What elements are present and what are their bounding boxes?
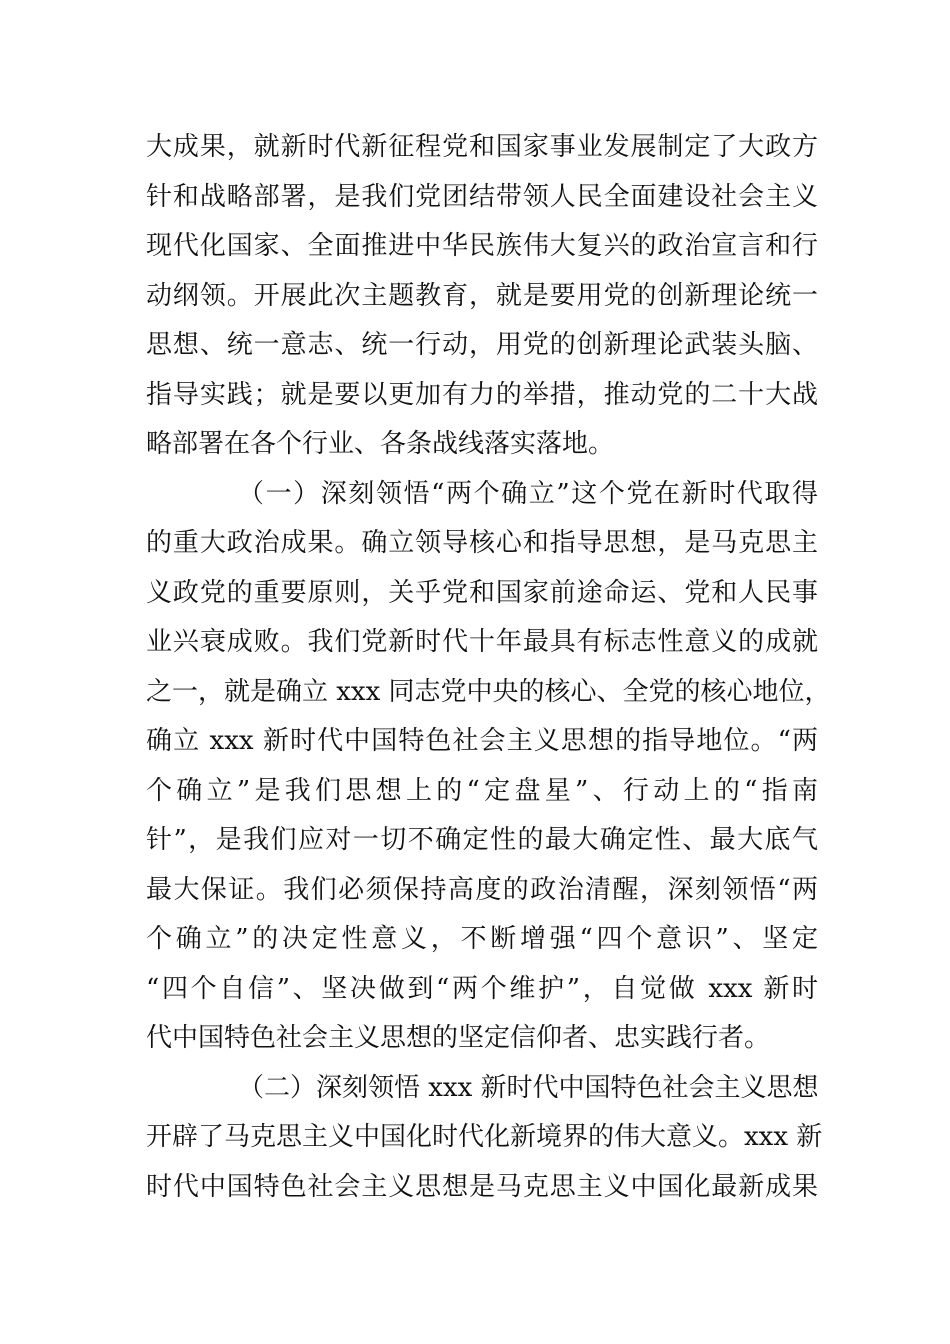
- text-line: 最大保证。我们必须保持高度的政治清醒，深刻领悟“两: [146, 874, 818, 905]
- body-text: [146, 123, 831, 1212]
- text-line: 确立 xxx 新时代中国特色社会主义思想的指导地位。“两: [146, 726, 818, 756]
- text-line: 针”，是我们应对一切不确定性的最大确定性、最大底气: [146, 825, 818, 855]
- text-line: 之一，就是确立 xxx 同志党中央的核心、全党的核心地位，: [146, 676, 831, 707]
- section-heading-2: （二）深刻领悟 xxx 新时代中国特色社会主义思想: [238, 1072, 819, 1103]
- text-line: 义政党的重要原则，关乎党和国家前途命运、党和人民事: [146, 577, 818, 608]
- text-line: 略部署在各个行业、各条战线落实落地。: [146, 429, 615, 459]
- text-line: 个确立”的决定性意义，不断增强“四个意识”、坚定: [146, 924, 818, 954]
- text-line: 业兴衰成败。我们党新时代十年最具有标志性意义的成就: [146, 627, 818, 657]
- text-line: “四个自信”、坚决做到“两个维护”，自觉做 xxx 新时: [146, 973, 818, 1004]
- section-heading-1: （一）深刻领悟“两个确立”这个党在新时代取得: [238, 478, 818, 509]
- text-line: 个确立”是我们思想上的“定盘星”、行动上的“指南: [146, 775, 818, 806]
- text-line: 动纲领。开展此次主题教育，就是要用党的创新理论统一: [146, 280, 818, 311]
- text-line: 开辟了马克思主义中国化时代化新境界的伟大意义。xxx 新: [146, 1122, 823, 1152]
- text-line: 指导实践；就是要以更加有力的举措，推动党的二十大战: [146, 379, 818, 410]
- text-line: 现代化国家、全面推进中华民族伟大复兴的政治宣言和行: [146, 231, 818, 261]
- text-line: 代中国特色社会主义思想的坚定信仰者、忠实践行者。: [146, 1023, 771, 1053]
- text-line: 针和战略部署，是我们党团结带领人民全面建设社会主义: [146, 181, 818, 212]
- text-line: 思想、统一意志、统一行动，用党的创新理论武装头脑、: [146, 330, 818, 360]
- text-line: 时代中国特色社会主义思想是马克思主义中国化最新成果: [146, 1171, 818, 1202]
- text-line: 的重大政治成果。确立领导核心和指导思想，是马克思主: [146, 528, 818, 558]
- text-line: 大成果，就新时代新征程党和国家事业发展制定了大政方: [146, 132, 818, 162]
